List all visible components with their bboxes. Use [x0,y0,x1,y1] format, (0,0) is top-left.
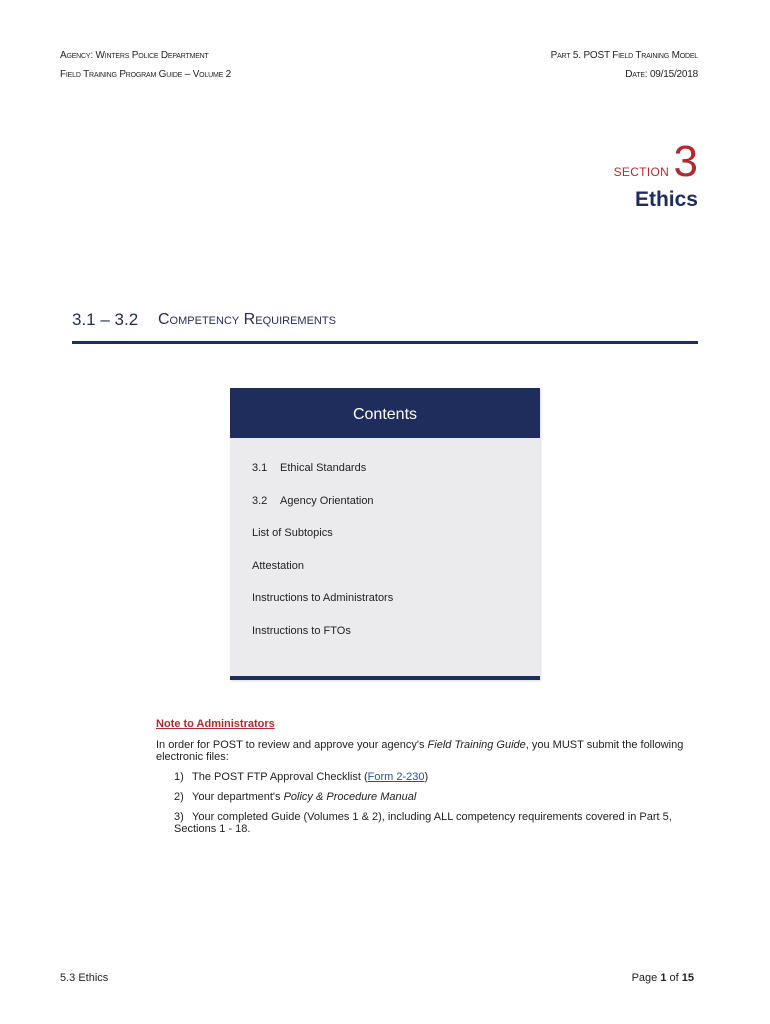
toc-item-label: List of Subtopics [252,527,333,539]
note-item-emphasis: Policy & Procedure Manual [283,791,417,803]
section-label [613,137,698,186]
form-2-230-link[interactable]: Form 2-230 [367,771,425,783]
note-item-number: 1) [174,771,184,783]
toc-item-label: Ethical Standards [280,462,367,474]
note-title: Note to Administrators [156,718,275,730]
section-block [613,137,698,212]
page-current: 1 [660,972,667,984]
contents-list [230,438,540,657]
heading-rule [72,341,698,344]
toc-item-3-2[interactable] [252,495,540,528]
note-intro [156,739,716,763]
footer-section-label: 5.3 Ethics [60,972,109,984]
contents-heading: Contents [230,388,540,438]
note-item-text: The POST FTP Approval Checklist ( [192,771,368,783]
section-title: Ethics [634,188,698,211]
note-intro-text: In order for POST to review and approve your agency's [156,739,428,751]
toc-item-number: 3.2 [252,494,268,507]
note-intro-text-end: , you MUST submit the following electronic files: [156,739,684,763]
footer-page-number [632,972,694,984]
competency-title: Competency Requirements [158,311,336,328]
toc-item-label: Instructions to Administrators [252,592,394,604]
section-number: 3 [673,137,698,186]
section-word: SECTION [613,165,670,179]
competency-number: 3.1 – 3.2 [72,310,139,329]
note-item-text: Your department's [192,791,284,803]
note-item-number: 3) [174,811,184,823]
note-item-2 [174,791,716,803]
header-right [551,46,698,84]
note-item-number: 2) [174,791,184,803]
toc-item-number: 3.1 [252,462,268,474]
note-item-3 [174,811,716,835]
note-intro-emphasis: Field Training Guide [427,739,526,751]
note-item-text: Your completed Guide (Volumes 1 & 2), including ALL competency requirements covered in Part 5, Sections 1 - 18. [174,811,672,835]
admin-note [156,718,716,843]
toc-item-fto-instructions[interactable] [252,625,540,658]
toc-item-admin-instructions[interactable] [252,592,540,625]
header-left [60,46,231,84]
contents-bottom-rule [230,676,540,680]
note-item-text-end: ) [424,771,429,783]
date-label: Date: 09/15/2018 [625,69,698,80]
part-label: Part 5. POST Field Training Model [550,50,698,61]
agency-name: Agency: Winters Police Department [60,50,209,61]
toc-item-subtopics[interactable] [252,527,540,560]
toc-item-label: Agency Orientation [280,494,374,507]
toc-item-label: Attestation [252,559,304,572]
toc-item-label: Instructions to FTOs [252,624,351,637]
contents-box [230,388,540,680]
note-item-1 [174,771,716,783]
guide-name: Field Training Program Guide – Volume 2 [60,69,231,80]
page-prefix: Page [631,972,661,984]
page-of: of [666,972,682,984]
toc-item-attestation[interactable] [252,560,540,593]
toc-item-3-1[interactable] [252,462,540,495]
page-total: 15 [681,972,694,984]
